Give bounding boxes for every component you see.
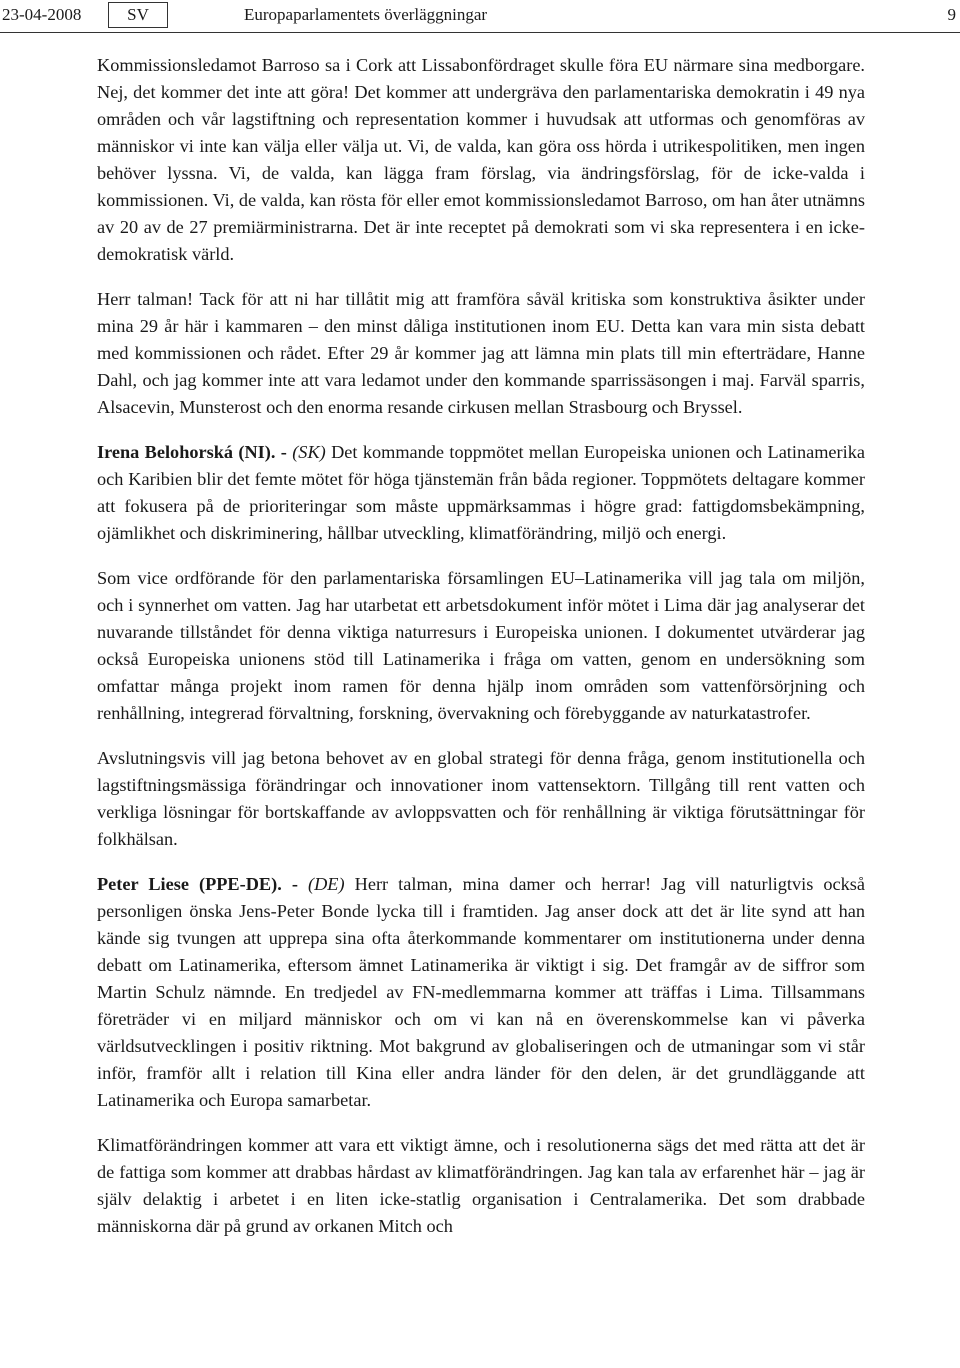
paragraph [97, 745, 865, 853]
paragraph-text: Det kommande toppmötet mellan Europeiska unionen och Latinamerika och Karibien blir det femte mötet för höga tjänstemän från båda regioner. Toppmötets deltagare kommer att fokusera på de prioriteringar som måste uppmärksammas i högre grad: fattigdomsbekämpning, ojämlikhet och diskriminering, hållbar utveckling, klimatförändring, miljö och energi. [97, 442, 865, 543]
paragraph-text: Avslutningsvis vill jag betona behovet av en global strategi för denna fråga, genom institutionella och lagstiftningsmässiga förändringar och innovationer inom vattensektorn. Tillgång till rent vatten och verkliga lösningar för bortskaffande av avloppsvatten och för renhållning är viktiga förutsättningar för folkhälsan. [97, 748, 865, 849]
paragraph [97, 565, 865, 727]
paragraph-text: Kommissionsledamot Barroso sa i Cork att Lissabonfördraget skulle föra EU närmare sina medborgare. Nej, det kommer det inte att göra! Det kommer att undergräva den parlamentariska demokratin i 49 nya områden och vår lagstiftning och representation kommer i huvudsak att utformas och genomföras av människor vi inte kan välja eller välja ut. Vi, de valda, kan göra oss hörda i utrikespolitiken, men ingen behöver lyssna. Vi, de valda, kan lägga fram förslag, via ändringsförslag, för de icke-valda i kommissionen. Vi, de valda, kan rösta för eller emot kommissionsledamot Barroso, om han åter utnämns av 20 av de 27 premiärministrarna. Det är inte receptet på demokrati som vi ska representera i en icke-demokratisk värld. [97, 55, 865, 264]
paragraph [97, 52, 865, 268]
language-tag: (DE) [308, 874, 345, 894]
paragraph-text: Klimatförändringen kommer att vara ett viktigt ämne, och i resolutionerna sägs det med rätta att det är de fattiga som kommer att drabbas hårdast av klimatförändringen. Jag kan tala av erfarenhet här – jag är själv delaktig i arbetet i en liten icke-statlig organisation i Centralamerika. Det som drabbade människorna där på grund av orkanen Mitch och [97, 1135, 865, 1236]
paragraph-text: Som vice ordförande för den parlamentariska församlingen EU–Latinamerika vill jag tala om miljön, och i synnerhet om vatten. Jag har utarbetat ett arbetsdokument inför mötet i Lima där jag analyserar det nuvarande tillståndet för denna viktiga naturresurs i Europeiska unionen. I dokumentet utvärderar jag också Europeiska unionens stöd till Latinamerika i fråga om vatten, genom en undersökning som omfattar många projekt inom ramen för denna hjälp inom områden som vattenförsörjning och renhållning, integrerad förvaltning, forskning, övervakning och förebyggande av naturkatastrofer. [97, 568, 865, 723]
speaker-name: Peter Liese (PPE-DE). - [97, 874, 298, 894]
header-date: 23-04-2008 [2, 5, 82, 24]
page-header [0, 0, 960, 33]
speech-paragraph [97, 871, 865, 1114]
paragraph [97, 286, 865, 421]
paragraph [97, 1132, 865, 1240]
speaker-name: Irena Belohorská (NI). - [97, 442, 287, 462]
paragraph-text: Herr talman, mina damer och herrar! Jag vill naturligtvis också personligen önska Jens-Peter Bonde lycka till i framtiden. Jag anser dock att det är lite synd att han kände sig tvungen att upprepa sina ofta återkommande kommentarer om institutionerna under denna debatt om Latinamerika, eftersom ämnet Latinamerika är viktigt i sig. Det framgår av de siffror som Martin Schulz nämnde. En tredjedel av FN-medlemmarna kommer att träffas i Lima. Tillsammans företräder vi en miljard människor och om vi kan nå en överenskommelse kan vi påverka världsutvecklingen i positiv riktning. Mot bakgrund av globaliseringen och de utmaningar som vi står inför, framför allt i relation till Kina eller andra länder för den delen, är det grundläggande att Latinamerika och Europa samarbetar. [97, 874, 866, 1110]
speech-paragraph [97, 439, 865, 547]
header-title: Europaparlamentets överläggningar [244, 5, 488, 24]
page-number: 9 [947, 5, 956, 24]
language-code-box: SV [108, 2, 168, 28]
document-body [97, 52, 865, 1258]
paragraph-text: Herr talman! Tack för att ni har tillåtit mig att framföra såväl kritiska som konstruktiva åsikter under mina 29 år här i kammaren – den minst dåliga institutionen inom EU. Detta kan vara min sista debatt med kommissionen och rådet. Efter 29 år kommer jag att lämna min plats till min efterträdare, Hanne Dahl, och jag kommer inte att vara ledamot under den kommande sparrissäsongen i maj. Farväl sparris, Alsacevin, Munsterost och den enorma resande cirkusen mellan Strasbourg och Bryssel. [97, 289, 865, 417]
language-tag: (SK) [292, 442, 326, 462]
